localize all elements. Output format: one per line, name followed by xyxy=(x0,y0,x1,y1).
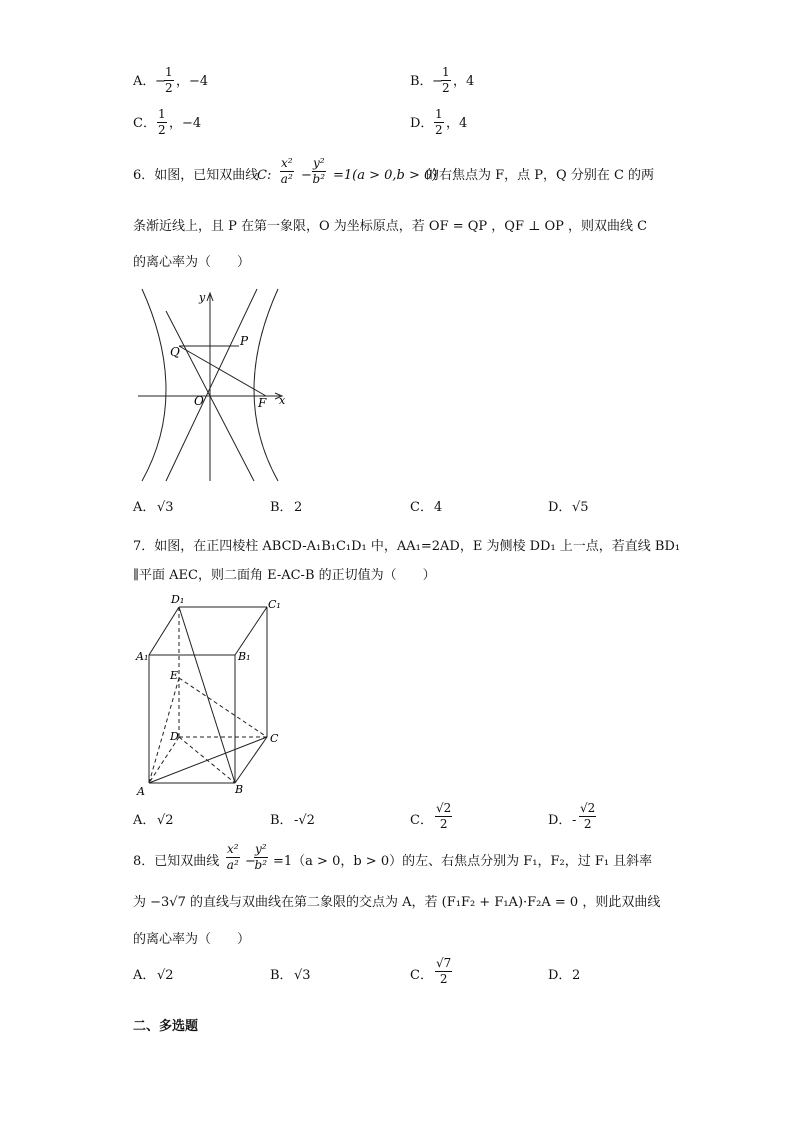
q7-option-c-fraction: $\frac{√2}{2}$ xyxy=(436,801,452,831)
q8-stem-line2: 为 −3√7 的直线与双曲线在第二象限的交点为 A，若 (F₁F₂ + F₁A)·F₂A = 0 ，则此双曲线 xyxy=(133,895,661,910)
q5-option-a-fraction: $\frac{1}{2}$ xyxy=(165,65,173,95)
edge-bd1 xyxy=(179,607,235,783)
q5-option-d-rest: ，4 xyxy=(446,116,468,131)
q8-stem-end: =1（a > 0，b > 0）的左、右焦点分别为 F₁，F₂，过 F₁ 且斜率 xyxy=(273,854,653,869)
q7-option-b-letter: B． xyxy=(270,813,293,828)
label-d: D xyxy=(170,730,179,743)
q6-curve-name: C: xyxy=(257,168,272,183)
q8-option-c-fraction: $\frac{√7}{2}$ xyxy=(436,956,452,986)
q5-option-c-fraction: $\frac{1}{2}$ xyxy=(158,107,166,137)
q8-stem-start: 8．已知双曲线 xyxy=(133,854,220,869)
q6-stem-line2: 条渐近线上，且 P 在第一象限，O 为坐标原点，若 OF = QP ，QF ⊥ OP ，则双曲线 C xyxy=(133,219,648,234)
q7-stem-line1: 7．如图，在正四棱柱 ABCD-A₁B₁C₁D₁ 中，AA₁=2AD，E 为侧棱 DD₁ 上一点，若直线 BD₁ xyxy=(133,539,681,554)
q6-stem-start: 6．如图，已知双曲线 xyxy=(133,168,259,183)
q6-minus: − xyxy=(301,168,312,183)
q7-option-b-value: -√2 xyxy=(294,813,315,828)
label-b: B xyxy=(235,783,244,796)
q6-x-fraction: $\frac{\text{x²}}{\text{a²}}$ xyxy=(280,156,293,186)
q5-option-b-rest: ，4 xyxy=(453,74,475,89)
q7-option-c-letter: C． xyxy=(410,813,433,828)
prism-figure xyxy=(130,592,290,802)
q5-option-b-fraction: $\frac{1}{2}$ xyxy=(442,65,450,95)
q5-option-b-sign: − xyxy=(432,74,443,89)
q5-option-b-letter: B． xyxy=(410,74,433,89)
label-d1: D₁ xyxy=(171,593,185,606)
label-c1: C₁ xyxy=(268,598,281,611)
hyperbola-right-branch xyxy=(254,289,278,481)
q8-option-c-letter: C． xyxy=(410,968,433,983)
q6-option-d-letter: D． xyxy=(548,500,572,515)
label-x: x xyxy=(279,394,286,407)
label-y: y xyxy=(199,291,206,304)
asymptote-positive xyxy=(166,289,257,481)
q5-option-d-letter: D． xyxy=(410,116,434,131)
q8-y-fraction: $\frac{\text{y²}}{\text{b²}}$ xyxy=(254,842,268,872)
q6-option-c-letter: C． xyxy=(410,500,433,515)
q6-option-d-value: √5 xyxy=(572,500,589,515)
q7-option-d-fraction: $\frac{√2}{2}$ xyxy=(580,801,596,831)
q8-option-a-letter: A． xyxy=(133,968,156,983)
q8-option-b-letter: B． xyxy=(270,968,293,983)
q6-option-b-value: 2 xyxy=(294,500,303,515)
q6-y-fraction: $\frac{\text{y²}}{\text{b²}}$ xyxy=(312,156,326,186)
section-heading: 二、多选题 xyxy=(133,1019,199,1034)
q5-option-a-letter: A． xyxy=(133,74,156,89)
q6-option-b-letter: B． xyxy=(270,500,293,515)
segment-qf xyxy=(179,346,266,396)
q5-option-d-fraction: $\frac{1}{2}$ xyxy=(435,107,443,137)
q7-option-a-value: √2 xyxy=(157,813,174,828)
q7-stem-line2: ∥平面 AEC，则二面角 E-AC-B 的正切值为（ ） xyxy=(133,568,436,583)
label-b1: B₁ xyxy=(238,650,251,663)
label-o: O xyxy=(194,394,204,408)
q8-stem-line3: 的离心率为（ ） xyxy=(133,932,251,947)
q6-option-a-value: √3 xyxy=(157,500,174,515)
hyperbola-left-branch xyxy=(142,289,166,481)
q6-option-c-value: 4 xyxy=(434,500,443,515)
q5-option-c-letter: C． xyxy=(133,116,156,131)
label-e: E xyxy=(170,669,179,682)
label-a1: A₁ xyxy=(136,650,149,663)
q8-option-b-value: √3 xyxy=(294,968,311,983)
q6-equation-rhs: =1(a > 0,b > 0) xyxy=(333,168,438,183)
q5-option-a-sign: − xyxy=(155,74,166,89)
label-p: P xyxy=(240,334,249,348)
q6-stem-line3: 的离心率为（ ） xyxy=(133,255,251,270)
q6-option-a-letter: A． xyxy=(133,500,156,515)
q8-minus: − xyxy=(245,854,256,869)
q8-option-a-value: √2 xyxy=(157,968,174,983)
q7-option-d-sign: - xyxy=(572,813,577,828)
edge-ac xyxy=(149,737,267,783)
q6-stem-end: 的右焦点为 F，点 P，Q 分别在 C 的两 xyxy=(426,168,655,183)
q8-option-d-value: 2 xyxy=(572,968,581,983)
q8-option-d-letter: D． xyxy=(548,968,572,983)
q7-option-d-letter: D． xyxy=(548,813,572,828)
q5-option-a-rest: ，−4 xyxy=(176,74,209,89)
label-a: A xyxy=(137,785,145,798)
q8-x-fraction: $\frac{\text{x²}}{\text{a²}}$ xyxy=(226,842,239,872)
q5-option-c-rest: ，−4 xyxy=(169,116,202,131)
q7-option-a-letter: A． xyxy=(133,813,156,828)
label-c: C xyxy=(270,732,279,745)
label-f: F xyxy=(258,396,267,410)
label-q: Q xyxy=(170,345,180,359)
hyperbola-figure xyxy=(130,285,295,483)
